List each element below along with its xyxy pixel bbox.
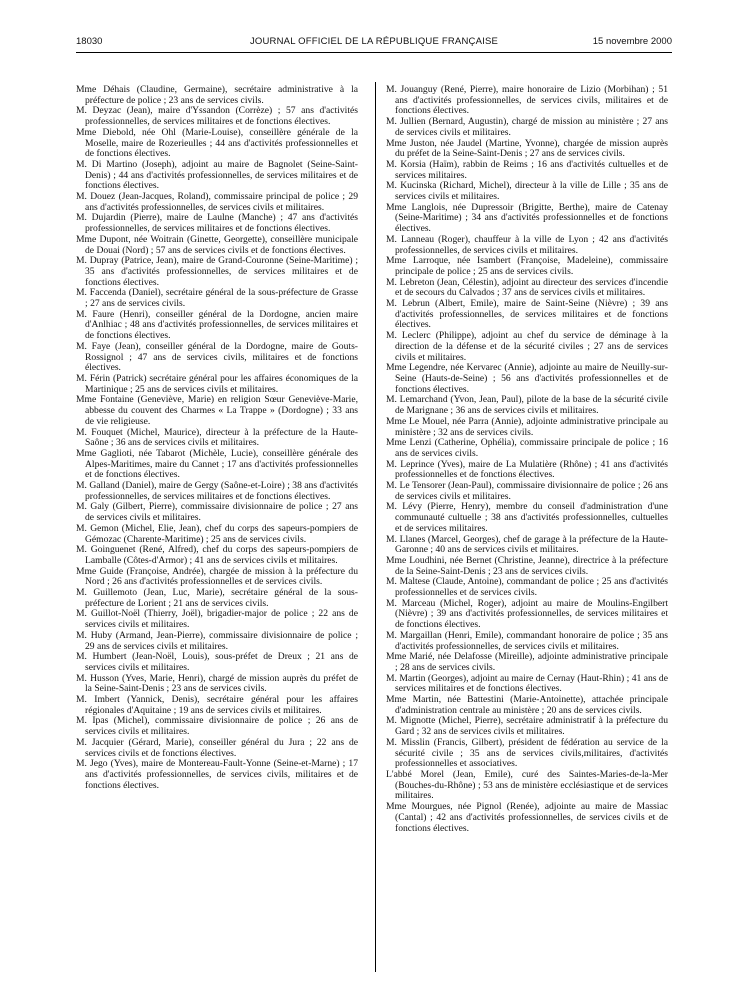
decoration-entry: Mme Larroque, née Isambert (Françoise, Madeleine), commissaire principale de police ; 25 ans de services civils. xyxy=(386,255,668,277)
decoration-entry: M. Gemon (Michel, Elie, Jean), chef du corps des sapeurs-pompiers de Gémozac (Charente-Maritime) ; 25 ans de services civils. xyxy=(76,522,358,545)
decoration-entry: M. Guillemoto (Jean, Luc, Marie), secrétaire général de la sous-préfecture de Lorient ; 21 ans de services civils. xyxy=(76,587,358,609)
decoration-entry: M. Marceau (Michel, Roger), adjoint au maire de Moulins-Engilbert (Nièvre) ; 39 ans d'activités professionnelles, de services militaires et de fonctions électives. xyxy=(386,597,668,631)
decoration-entry: M. Kucinska (Richard, Michel), directeur à la ville de Lille ; 35 ans de services civils et militaires. xyxy=(386,180,668,203)
decoration-entry: M. Margaillan (Henri, Emile), commandant honoraire de police ; 35 ans d'activités professionnelles, de services civils et militaires. xyxy=(386,629,668,652)
decoration-entry: Mme Legendre, née Kervarec (Annie), adjointe au maire de Neuilly-sur-Seine (Hauts-de-Seine) ; 56 ans d'activités professionnelles et de fonctions électives. xyxy=(386,362,668,395)
decoration-entry: M. Maltese (Claude, Antoine), commandant de police ; 25 ans d'activités professionnelles et de services civils. xyxy=(386,576,668,599)
decoration-entry: Mme Dupont, née Woitrain (Ginette, Georgette), conseillère municipale de Douai (Nord) ; 57 ans de services civils et de fonctions électives. xyxy=(76,233,358,256)
decoration-entry: M. Férin (Patrick) secrétaire général pour les affaires économiques de la Martinique ; 25 ans de services civils et militaires. xyxy=(76,372,358,395)
decoration-entry: M. Martin (Georges), adjoint au maire de Cernay (Haut-Rhin) ; 41 ans de services militaires et de fonctions électives. xyxy=(386,672,668,695)
decoration-entry: Mme Lenzi (Catherine, Ophélia), commissaire principale de police ; 16 ans de services civils. xyxy=(386,437,668,459)
decoration-entry: M. Guillot-Noël (Thierry, Joël), brigadier-major de police ; 22 ans de services civils et militaires. xyxy=(76,608,358,631)
decoration-entry: M. Faure (Henri), conseiller général de la Dordogne, ancien maire d'Anlhiac ; 48 ans d'activités professionnelles, de services militaires et de fonctions électives. xyxy=(76,308,358,342)
decoration-entry: M. Lanneau (Roger), chauffeur à la ville de Lyon ; 42 ans d'activités professionnelles, de services civils et militaires. xyxy=(386,233,668,256)
decoration-entry: M. Leclerc (Philippe), adjoint au chef du service de déminage à la direction de la défense et de la sécurité civiles ; 27 ans de services civils et militaires. xyxy=(386,330,668,363)
decoration-entry: M. Jacquier (Gérard, Marie), conseiller général du Jura ; 22 ans de services civils et de fonctions électives. xyxy=(76,736,358,759)
decoration-entry: M. Leprince (Yves), maire de La Mulatière (Rhône) ; 41 ans d'activités professionnelles et de fonctions électives. xyxy=(386,458,668,481)
decoration-entry: Mme Mourgues, née Pignol (Renée), adjointe au maire de Massiac (Cantal) ; 42 ans d'activités professionnelles, de services civils et de fonctions électives. xyxy=(386,801,668,834)
page-number: 18030 xyxy=(76,36,103,47)
decoration-entry: M. Di Martino (Joseph), adjoint au maire de Bagnolet (Seine-Saint-Denis) ; 44 ans d'activités professionnelles, de services militaires et de fonctions électives. xyxy=(76,158,358,192)
decoration-entry: M. Dupray (Patrice, Jean), maire de Grand-Couronne (Seine-Maritime) ; 35 ans d'activités professionnelles, de services militaires et de fonctions électives. xyxy=(76,255,358,288)
decoration-entry: Mme Diebold, née Ohl (Marie-Louise), conseillère générale de la Moselle, maire de Rozerieulles ; 44 ans d'activités professionnelles et de fonctions électives. xyxy=(76,126,358,160)
decoration-entry: M. Huby (Armand, Jean-Pierre), commissaire divisionnaire de police ; 29 ans de services civils et militaires. xyxy=(76,629,358,652)
decoration-entry: M. Jego (Yves), maire de Montereau-Fault-Yonne (Seine-et-Marne) ; 17 ans d'activités professionnelles, de services civils, militaires et de fonctions électives. xyxy=(76,758,358,791)
journal-title: JOURNAL OFFICIEL DE LA RÉPUBLIQUE FRANÇAISE xyxy=(249,36,499,47)
decoration-entry: M. Jullien (Bernard, Augustin), chargé de mission au ministère ; 27 ans de services civils et militaires. xyxy=(386,116,668,138)
decoration-entry: M. Faye (Jean), conseiller général de la Dordogne, maire de Gouts-Rossignol ; 47 ans de services civils, militaires et de fonctions électives. xyxy=(76,340,358,374)
decoration-entry: M. Douez (Jean-Jacques, Roland), commissaire principal de police ; 29 ans d'activités professionnelles, de services civils et militaires. xyxy=(76,191,358,213)
decoration-entry: Mme Guide (Françoise, Andrée), chargée de mission à la préfecture du Nord ; 26 ans d'activités professionnelles et de services civils. xyxy=(76,565,358,588)
decoration-entry: Mme Marié, née Delafosse (Mireille), adjointe administrative principale ; 28 ans de services civils. xyxy=(386,651,668,673)
decoration-entry: Mme Langlois, née Dupressoir (Brigitte, Berthe), maire de Catenay (Seine-Maritime) ; 34 ans d'activités professionnelles et de fonctions électives. xyxy=(386,201,668,235)
left-column xyxy=(76,85,358,791)
decoration-entry: M. Husson (Yves, Marie, Henri), chargé de mission auprès du préfet de la Seine-Saint-Denis ; 23 ans de services civils. xyxy=(76,672,358,695)
decoration-entry: M. Korsia (Haïm), rabbin de Reims ; 16 ans d'activités cultuelles et de services militaires. xyxy=(386,158,668,181)
header-rule xyxy=(76,52,672,53)
decoration-entry: M. Galland (Daniel), maire de Gergy (Saône-et-Loire) ; 38 ans d'activités professionnelles, de services militaires et de fonctions électives. xyxy=(76,480,358,502)
decoration-entry: M. Llanes (Marcel, Georges), chef de garage à la préfecture de la Haute-Garonne ; 40 ans de services civils et militaires. xyxy=(386,533,668,556)
decoration-entry: M. Fouquet (Michel, Maurice), directeur à la préfecture de la Haute-Saône ; 36 ans de services civils et militaires. xyxy=(76,426,358,449)
decoration-entry: M. Ipas (Michel), commissaire divisionnaire de police ; 26 ans de services civils et militaires. xyxy=(76,715,358,738)
decoration-entry: M. Goinguenet (René, Alfred), chef du corps des sapeurs-pompiers de Lamballe (Côtes-d'Armor) ; 41 ans de services civils et militaires. xyxy=(76,544,358,566)
decoration-entry: M. Humbert (Jean-Noël, Louis), sous-préfet de Dreux ; 21 ans de services civils et militaires. xyxy=(76,651,358,673)
decoration-entry: M. Misslin (Francis, Gilbert), président de fédération au service de la sécurité civile ; 35 ans de services civils,militaires, d'activités professionnelles et associatives. xyxy=(386,736,668,770)
decoration-entry: Mme Juston, née Jaudel (Martine, Yvonne), chargée de mission auprès du préfet de la Seine-Saint-Denis ; 27 ans de services civils. xyxy=(386,137,668,160)
decoration-entry: M. Le Tensorer (Jean-Paul), commissaire divisionnaire de police ; 26 ans de services civils et militaires. xyxy=(386,480,668,502)
decoration-entry: Mme Le Mouel, née Parra (Annie), adjointe administrative principale au ministère ; 32 ans de services civils. xyxy=(386,415,668,438)
decoration-entry: M. Lebreton (Jean, Célestin), adjoint au directeur des services d'incendie et de secours du Calvados ; 37 ans de services civils et militaires. xyxy=(386,276,668,299)
issue-date: 15 novembre 2000 xyxy=(592,36,672,47)
decoration-entry: Mme Gaglioti, née Tabarot (Michèle, Lucie), conseillère générale des Alpes-Maritimes, maire du Cannet ; 17 ans d'activités professionnelles et de fonctions électives. xyxy=(76,447,358,481)
decoration-entry: M. Lévy (Pierre, Henry), membre du conseil d'administration d'une communauté cultuelle ; 38 ans d'activités professionnelles, cultuelles et de services militaires. xyxy=(386,501,668,534)
decoration-entry: Mme Loudhini, née Bernet (Christine, Jeanne), directrice à la préfecture de la Seine-Saint-Denis ; 23 ans de services civils. xyxy=(386,554,668,577)
decoration-entry: L'abbé Morel (Jean, Emile), curé des Saintes-Maries-de-la-Mer (Bouches-du-Rhône) ; 53 ans de ministère ecclésiastique et de services militaires. xyxy=(386,769,668,802)
page-header xyxy=(76,36,672,52)
decoration-entry: Mme Fontaine (Geneviève, Marie) en religion Sœur Geneviève-Marie, abbesse du couvent des Charmes « La Trappe » (Dordogne) ; 33 ans de vie religieuse. xyxy=(76,394,358,427)
decoration-entry: M. Imbert (Yannick, Denis), secrétaire général pour les affaires régionales d'Aquitaine ; 19 ans de services civils et militaires. xyxy=(76,694,358,716)
decoration-entry: M. Lebrun (Albert, Emile), maire de Saint-Seine (Nièvre) ; 39 ans d'activités professionnelles, de services militaires et de fonctions électives. xyxy=(386,298,668,331)
decoration-entry: M. Deyzac (Jean), maire d'Yssandon (Corrèze) ; 57 ans d'activités professionnelles, de services militaires et de fonctions électives. xyxy=(76,105,358,128)
right-column xyxy=(386,85,668,834)
decoration-entry: M. Galy (Gilbert, Pierre), commissaire divisionnaire de police ; 27 ans de services civils et militaires. xyxy=(76,501,358,524)
decoration-entry: Mme Déhais (Claudine, Germaine), secrétaire administrative à la préfecture de police ; 23 ans de services civils. xyxy=(76,84,358,106)
decoration-entry: M. Jouanguy (René, Pierre), maire honoraire de Lizio (Morbihan) ; 51 ans d'activités professionnelles, de services civils, militaires et de fonctions électives. xyxy=(386,84,668,117)
decoration-entry: M. Lemarchand (Yvon, Jean, Paul), pilote de la base de la sécurité civile de Marignane ; 36 ans de services civils et militaires. xyxy=(386,394,668,417)
decoration-entry: M. Mignotte (Michel, Pierre), secrétaire administratif à la préfecture du Gard ; 32 ans de services civils et militaires. xyxy=(386,715,668,738)
decoration-entry: Mme Martin, née Battestini (Marie-Antoinette), attachée principale d'administration centrale au ministère ; 20 ans de services civils. xyxy=(386,694,668,716)
column-separator xyxy=(375,82,376,972)
decoration-entry: M. Dujardin (Pierre), maire de Laulne (Manche) ; 47 ans d'activités professionnelles, de services militaires et de fonctions électives. xyxy=(76,212,358,235)
decoration-entry: M. Faccenda (Daniel), secrétaire général de la sous-préfecture de Grasse ; 27 ans de services civils. xyxy=(76,287,358,310)
